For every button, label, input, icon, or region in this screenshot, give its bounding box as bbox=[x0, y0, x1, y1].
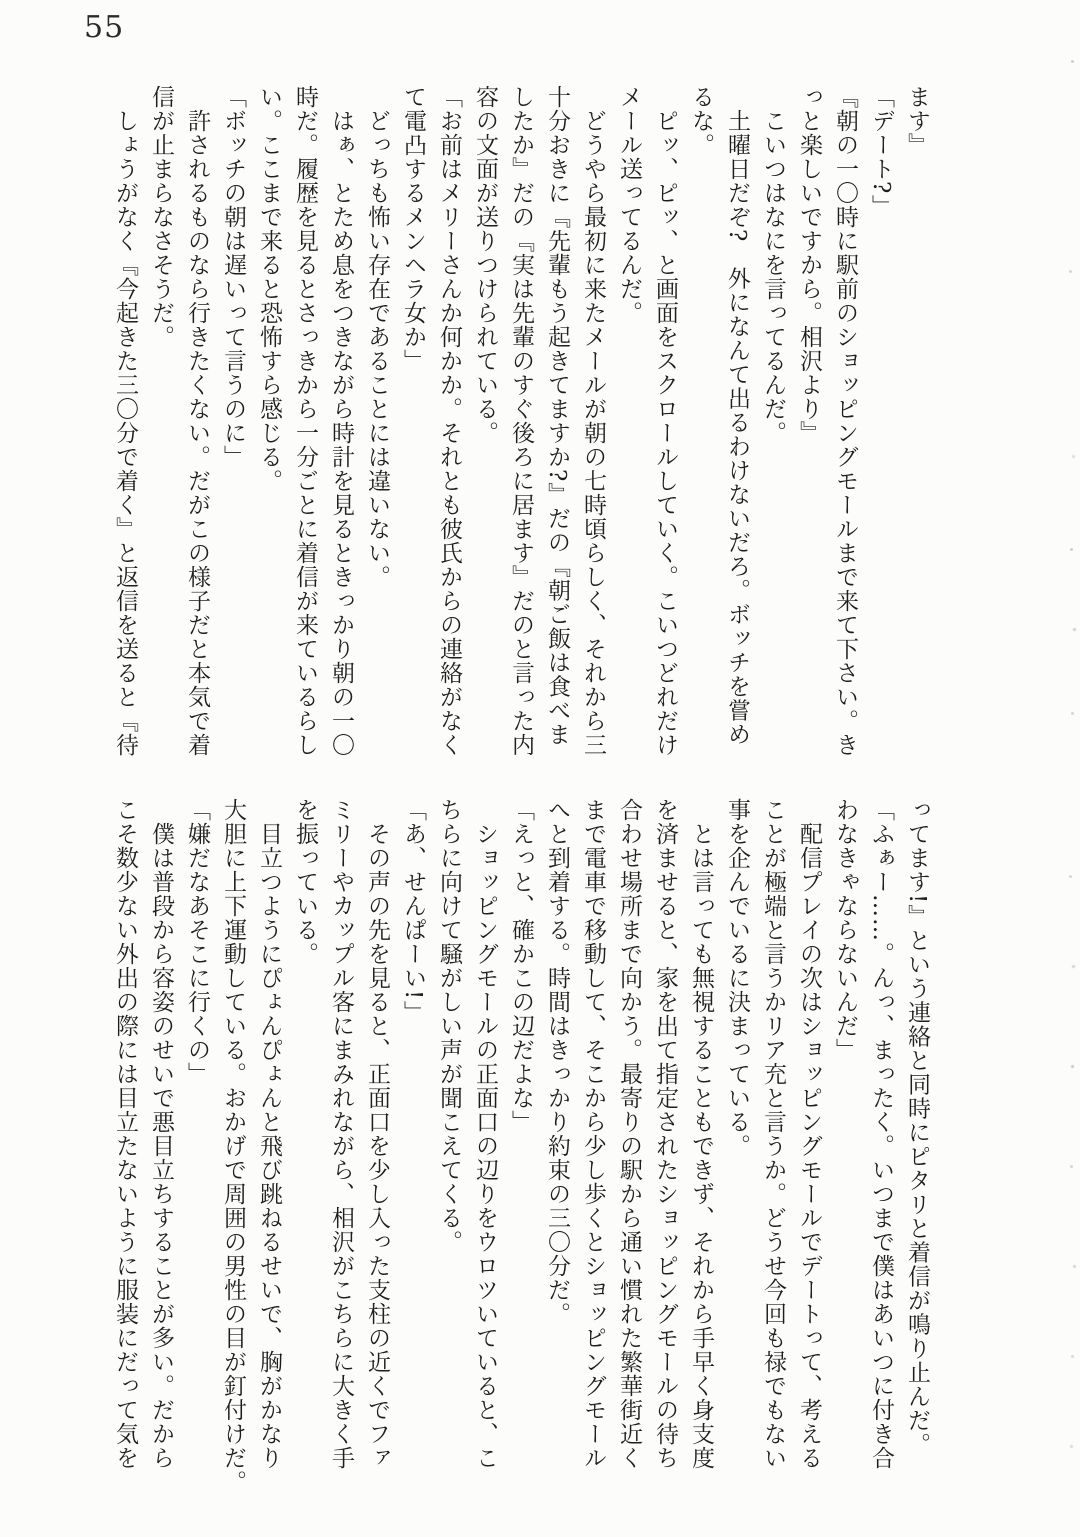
text-column: 容の文面が送りつけられている。 bbox=[472, 85, 498, 445]
text-column: どっちも怖い存在であることには違いない。 bbox=[364, 109, 390, 589]
text-column: こいつはなにを言ってるんだ。 bbox=[760, 109, 786, 445]
text-column: まで電車で移動して、そこから少し歩くとショッピングモール bbox=[580, 798, 606, 1470]
text-column: 「ボッチの朝は遅いって言うのに」 bbox=[220, 85, 246, 469]
text-column: わなきゃならないんだ」 bbox=[832, 798, 858, 1062]
text-column: 「あ、せんぱーい!」 bbox=[400, 798, 426, 1025]
text-column: 「ふぁー……。んっ、まったく。いつまで僕はあいつに付き合 bbox=[868, 798, 894, 1470]
text-column: 十分おきに『先輩もう起きてますか?』だの『朝ご飯は食べま bbox=[544, 85, 570, 747]
text-column: ミリーやカップル客にまみれながら、相沢がこちらに大きく手 bbox=[328, 798, 354, 1470]
text-column: ます』 bbox=[904, 85, 930, 157]
scan-noise-marks bbox=[1071, 60, 1074, 63]
text-column: 土曜日だぞ? 外になんて出るわけないだろ。ボッチを嘗め bbox=[724, 109, 750, 747]
text-column: 「嫌だなあそこに行くの」 bbox=[184, 798, 210, 1086]
text-column: ちらに向けて騒がしい声が聞こえてくる。 bbox=[436, 798, 462, 1254]
text-column: ショッピングモールの正面口の辺りをウロツいていると、こ bbox=[472, 822, 498, 1470]
text-column: その声の先を見ると、正面口を少し入った支柱の近くでファ bbox=[364, 822, 390, 1470]
text-column: しょうがなく『今起きた三〇分で着く』と返信を送ると『待 bbox=[112, 109, 138, 757]
text-column: はぁ、とため息をつきながら時計を見るときっかり朝の一〇 bbox=[328, 109, 354, 757]
text-column: っと楽しいですから。相沢より』 bbox=[796, 85, 822, 445]
text-column: て電凸するメンヘラ女か」 bbox=[400, 85, 426, 373]
text-column: を振っている。 bbox=[292, 798, 318, 966]
text-column: 「えっと、確かこの辺だよな」 bbox=[508, 798, 534, 1134]
text-column: るな。 bbox=[688, 85, 714, 157]
text-column: 時だ。履歴を見るとさっきから一分ごとに着信が来ているらし bbox=[292, 85, 318, 757]
text-column: へと到着する。時間はきっかり約束の三〇分だ。 bbox=[544, 798, 570, 1326]
text-column: 許されるものなら行きたくない。だがこの様子だと本気で着 bbox=[184, 109, 210, 757]
text-block-top bbox=[113, 85, 928, 757]
text-column: 「お前はメリーさんか何かか。それとも彼氏からの連絡がなく bbox=[436, 85, 462, 757]
text-column: 「デート?」 bbox=[868, 85, 894, 219]
text-column: 『朝の一〇時に駅前のショッピングモールまで来て下さい。き bbox=[832, 85, 858, 757]
text-block-bottom bbox=[113, 798, 928, 1494]
text-column: 目立つようにぴょんぴょんと飛び跳ねるせいで、胸がかなり bbox=[256, 822, 282, 1470]
text-column: 信が止まらなさそうだ。 bbox=[148, 85, 174, 349]
text-column: メール送ってるんだ。 bbox=[616, 85, 642, 325]
text-column: ってます!』という連絡と同時にピタリと着信が鳴り止んだ。 bbox=[904, 798, 930, 1457]
text-column: 僕は普段から容姿のせいで悪目立ちすることが多い。だから bbox=[148, 822, 174, 1470]
text-column: 配信プレイの次はショッピングモールでデートって、考える bbox=[796, 822, 822, 1470]
text-column: い。ここまで来ると恐怖すら感じる。 bbox=[256, 85, 282, 493]
page-number: 55 bbox=[84, 10, 125, 45]
text-column: 事を企んでいるに決まっている。 bbox=[724, 798, 750, 1158]
text-column: どうやら最初に来たメールが朝の七時頃らしく、それから三 bbox=[580, 109, 606, 757]
text-column: を済ませると、家を出て指定されたショッピングモールの待ち bbox=[652, 798, 678, 1470]
text-column: 大胆に上下運動している。おかげで周囲の男性の目が釘付けだ。 bbox=[220, 798, 246, 1494]
text-column: とは言っても無視することもできず、それから手早く身支度 bbox=[688, 822, 714, 1470]
text-column: 合わせ場所まで向かう。最寄りの駅から通い慣れた繁華街近く bbox=[616, 798, 642, 1470]
text-column: したか』だの『実は先輩のすぐ後ろに居ます』だのと言った内 bbox=[508, 85, 534, 757]
text-column: ことが極端と言うかリア充と言うか。どうせ今回も禄でもない bbox=[760, 798, 786, 1470]
text-column: ピッ、ピッ、と画面をスクロールしていく。こいつどれだけ bbox=[652, 109, 678, 757]
text-column: こそ数少ない外出の際には目立たないように服装にだって気を bbox=[112, 798, 138, 1470]
